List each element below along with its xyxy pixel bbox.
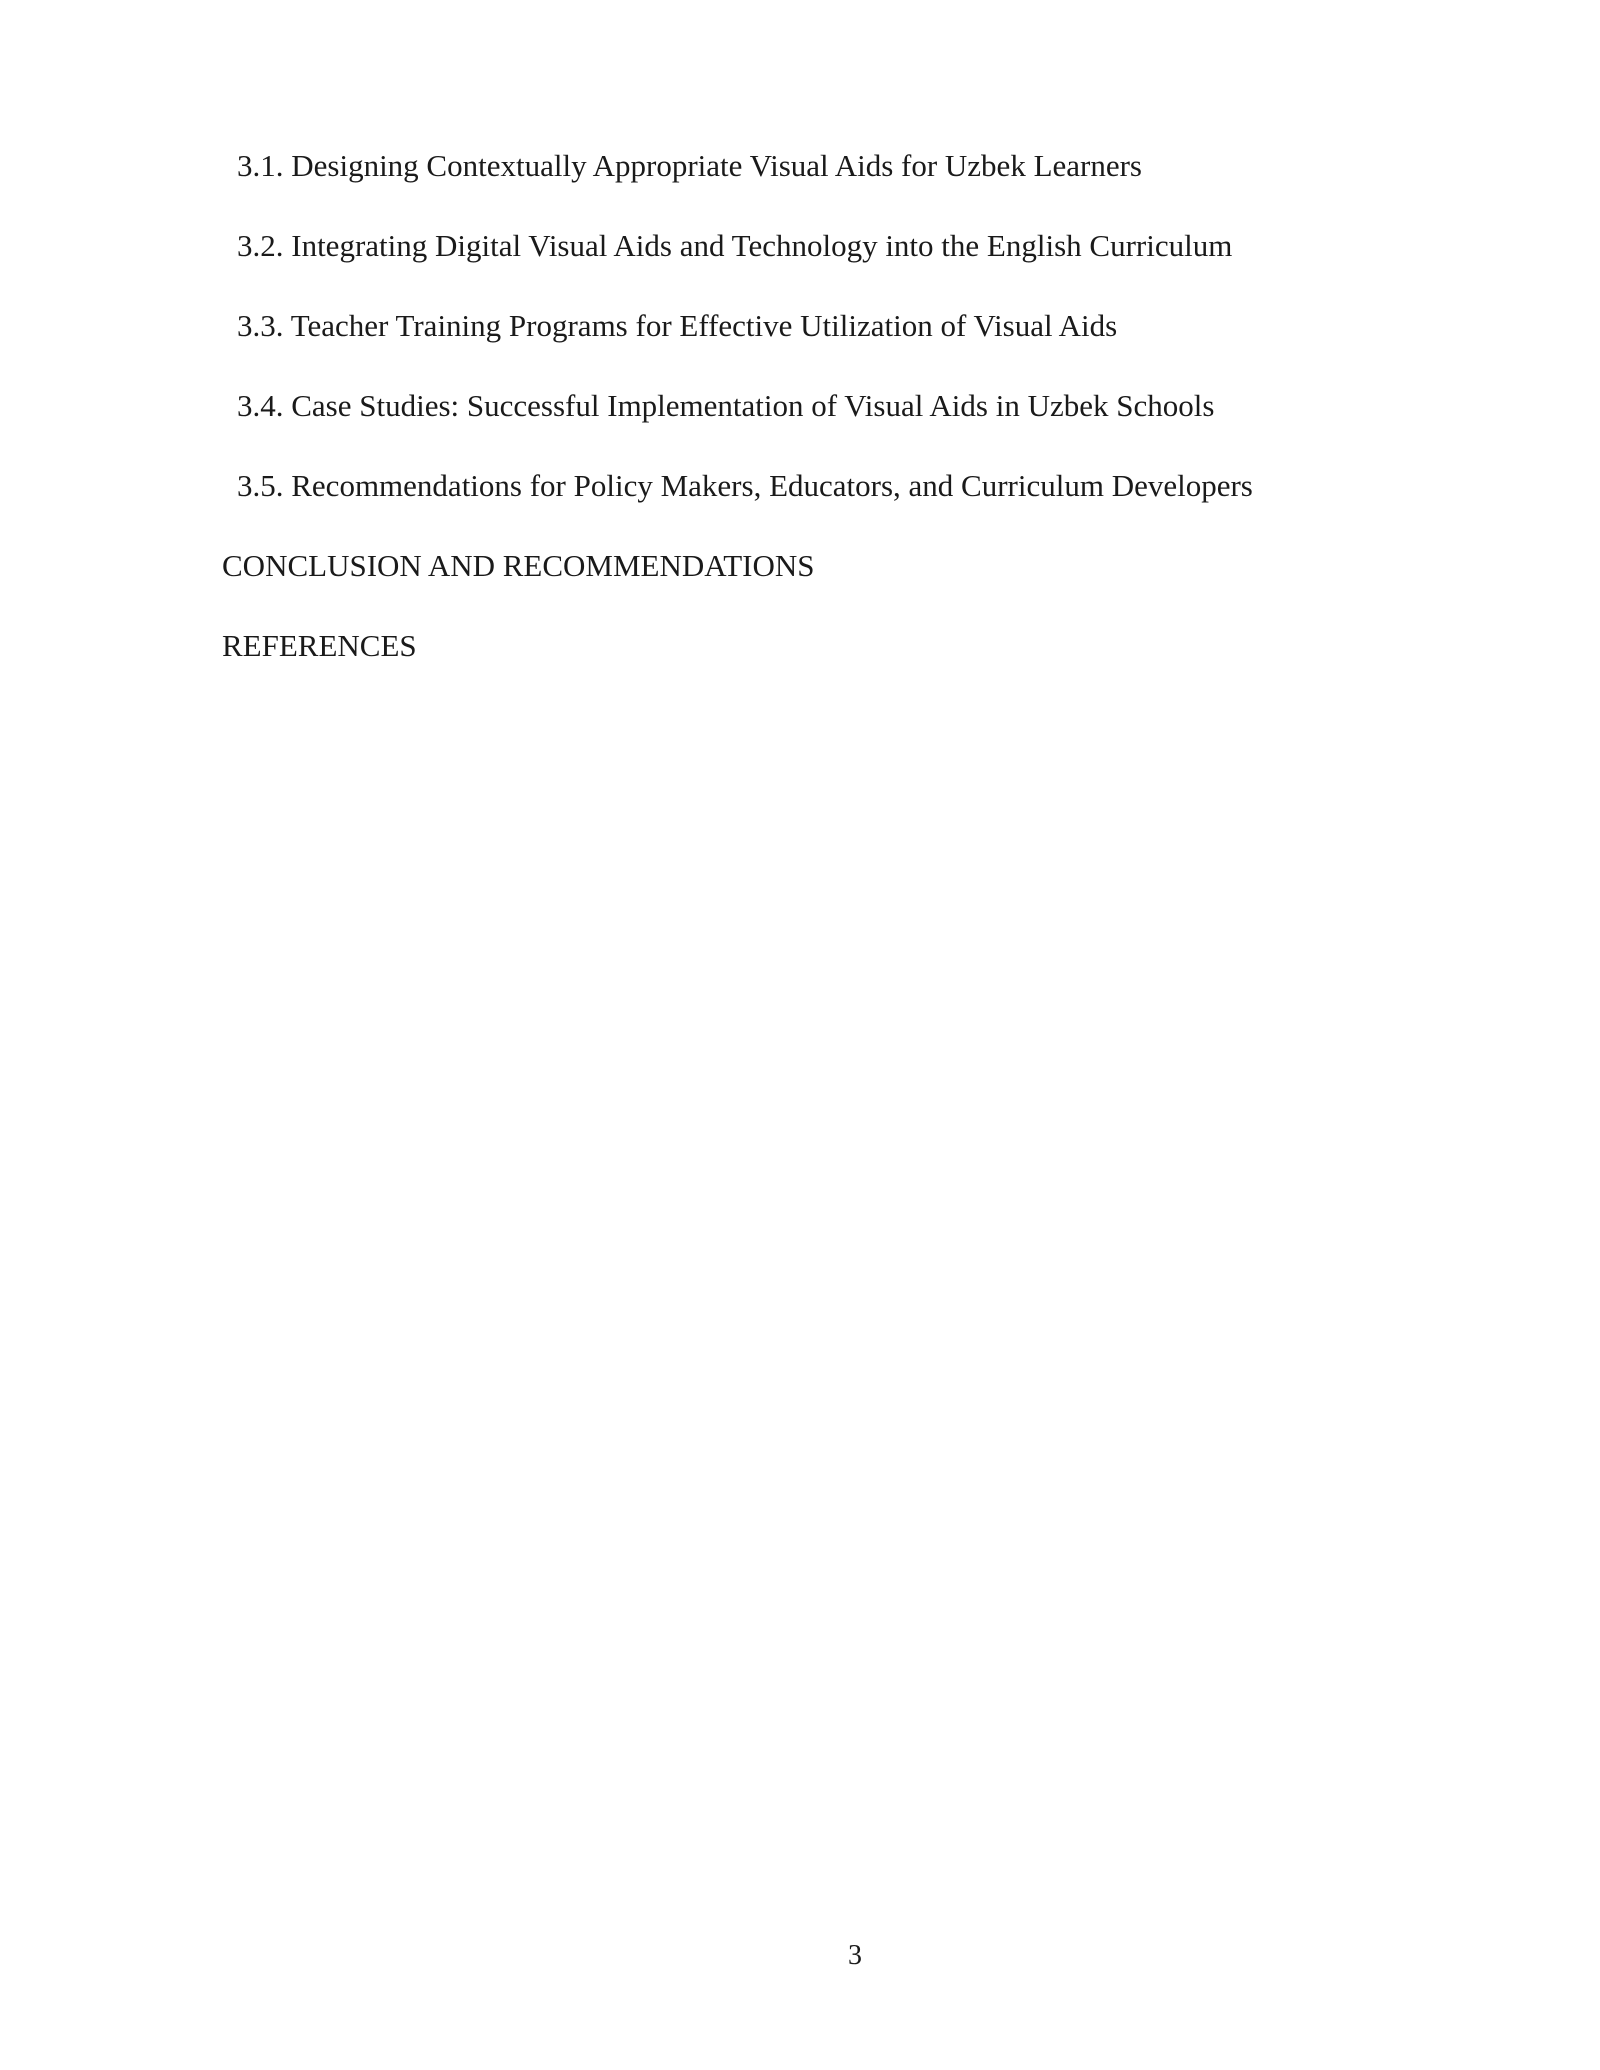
toc-entry-3-4: 3.4. Case Studies: Successful Implementation of Visual Aids in Uzbek Schools (237, 388, 1215, 423)
toc-entry-3-1: 3.1. Designing Contextually Appropriate Visual Aids for Uzbek Learners (237, 148, 1142, 183)
page-number: 3 (848, 1940, 862, 1971)
toc-entry-3-5: 3.5. Recommendations for Policy Makers, Educators, and Curriculum Developers (237, 468, 1253, 503)
toc-entry-references: REFERENCES (222, 628, 417, 663)
toc-entry-3-3: 3.3. Teacher Training Programs for Effective Utilization of Visual Aids (237, 308, 1118, 343)
toc-entry-conclusion: CONCLUSION AND RECOMMENDATIONS (222, 548, 815, 583)
toc-entry-3-2: 3.2. Integrating Digital Visual Aids and Technology into the English Curriculum (237, 228, 1233, 263)
